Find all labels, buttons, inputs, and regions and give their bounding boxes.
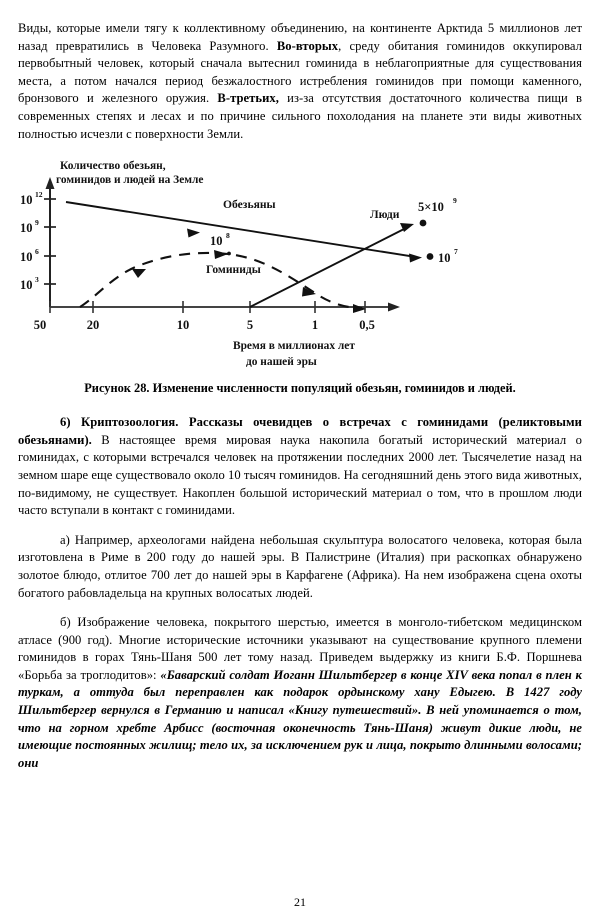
marker-hominid-peak	[227, 252, 231, 256]
text-run-bold: 6) Криптозоология. Рассказы очевидцев о встречах с гоминидами (реликтовыми обезьянами).	[18, 415, 582, 447]
x-tick-label-5: 5	[246, 318, 254, 333]
annotation-apes-end-exponent: 7	[454, 247, 458, 257]
annotation-humans-end-base: 5×10	[418, 200, 444, 215]
paragraph-cryptozoology	[18, 414, 582, 520]
chart-title-line1: Количество обезьян,	[60, 160, 166, 173]
text-run: а) Например, археологами найдена небольшая скульптура волосатого человека, которая была изготовлена в Риме в 200 году до нашей эры. В Палистрине (Италия) при раскопках обнаружено золотое блюдо, отлитое 700 лет до нашей эры в Карфагене (Африка). На нем изображена сцена охоты богатого рабовладельца на крупных волосатых людей.	[18, 532, 582, 600]
text-run-bold: В-третьих,	[217, 91, 279, 106]
spacer-2	[18, 602, 582, 614]
x-tick-label-50: 50	[33, 318, 47, 333]
figure-caption: Рисунок 28. Изменение численности популяций обезьян, гоминидов и людей.	[84, 381, 516, 396]
x-axis-arrowhead	[388, 303, 400, 312]
text-run-bold-italic: «Баварский солдат Иоганн Шильтбергер в конце XIV века попал в плен к туркам, а оттуда был переправлен как подарок ордынскому хану Едыгею. В 1427 году Шильтбергер вернулся в Германию и написал «Книгу путешествий». В ней упоминается о том, что на горном хребте Арбисс (восточная оконечность Тянь-Шаня) живут дикие люди, не имеющие постоянных жилищ; тело их, за исключением рук и лица, покрыто длинными волосами; они	[18, 667, 582, 770]
marker-apes-end	[427, 253, 434, 260]
y-tick-label-1e6-exponent: 6	[35, 247, 39, 257]
y-tick-label-1e3-base: 10	[20, 278, 33, 293]
chart-population-curves	[18, 157, 582, 372]
text-run: Виды, которые имели тягу к коллективному объединению, на континенте Арктида 5 миллионов лет назад превратились в Человека Разумного.	[18, 21, 582, 53]
x-axis-title-line2: до нашей эры	[246, 356, 317, 369]
text-run: из-за отсутствия достаточного количества пищи в современных степях и лесах и по причине сильного похолодания на планете эти виды животных полностью исчезли с поверхности Земли.	[18, 91, 582, 141]
annotation-hominid-peak-exponent: 8	[226, 231, 230, 241]
paragraph-a-sculpture	[18, 532, 582, 602]
chart-svg	[18, 157, 582, 372]
series-hominids-curve	[80, 253, 362, 308]
y-tick-label-1e12-base: 10	[20, 193, 33, 208]
series-hominids-rise-arrow	[132, 269, 146, 278]
page-number: 21	[294, 895, 306, 909]
y-tick-label-1e6-base: 10	[20, 250, 33, 265]
y-tick-label-1e9-base: 10	[20, 221, 33, 236]
y-tick-label-1e3-exponent: 3	[35, 275, 39, 285]
spacer-1	[18, 520, 582, 532]
chart-title-line2: гоминидов и людей на Земле	[56, 174, 204, 187]
x-tick-label-10: 10	[176, 318, 190, 333]
annotation-hominid-peak-base: 10	[210, 234, 223, 249]
x-tick-label-1: 1	[311, 318, 319, 333]
text-run-bold: Во-вторых	[276, 38, 339, 53]
text-run: б) Изображение человека, покрытого шерстью, имеется в монголо-тибетском медицинском атласе (900 год). Многие исторические источники указывают на существование крупного племени гоминидов в горах Тянь-Шаня 500 лет тому назад. Приведем выдержку из книги Б.Ф. Поршнева «Борьба за троглодитов»:	[18, 615, 582, 682]
series-hominids-peak-arrow	[214, 250, 228, 259]
annotation-apes-end-base: 10	[438, 251, 451, 266]
y-tick-label-1e12-exponent: 12	[35, 190, 43, 200]
series-apes-end-arrow	[409, 254, 422, 263]
annotation-label-humans: Люди	[370, 208, 400, 222]
y-tick-label-1e9-exponent: 9	[35, 218, 39, 228]
spacer-after-figure	[18, 397, 582, 414]
series-apes-mid-arrow	[187, 229, 200, 238]
x-axis-title-line1: Время в миллионах лет	[233, 340, 355, 353]
x-tick-label-20: 20	[86, 318, 100, 333]
x-tick-label-0-5: 0,5	[359, 318, 375, 333]
series-hominids-end-arrow	[353, 304, 366, 313]
text-run: , среду обитания гоминидов оккупировал первобытный человек, который сначала вытеснил гоминида в неблагоприятные для существования места, а потом начался период безжалостного истребления гоминидов при помощи каменного, бронзового и железного оружия.	[18, 38, 582, 106]
text-run: В настоящее время мировая наука накопила богатый исторический материал о гоминидах, с которыми встречался человек на протяжении последних 2000 лет. Тысячелетие назад на земном шаре еще существовало около 10 тысяч гоминидов. На сегодняшний день этого вида животных, по-видимому, не существует. Накоплен большой исторический материал о том, что в прошлом люди часто вступали в контакт с гоминидами.	[18, 432, 582, 518]
y-axis-arrowhead	[46, 177, 55, 189]
annotation-humans-end-exponent: 9	[453, 196, 457, 206]
annotation-label-hominids: Гоминиды	[206, 263, 261, 277]
paragraph-b-atlas	[18, 614, 582, 772]
paragraph-continuation-arktida	[18, 20, 582, 143]
figure-28	[18, 157, 582, 397]
marker-humans-end	[420, 220, 427, 227]
annotation-label-apes: Обезьяны	[223, 198, 276, 212]
